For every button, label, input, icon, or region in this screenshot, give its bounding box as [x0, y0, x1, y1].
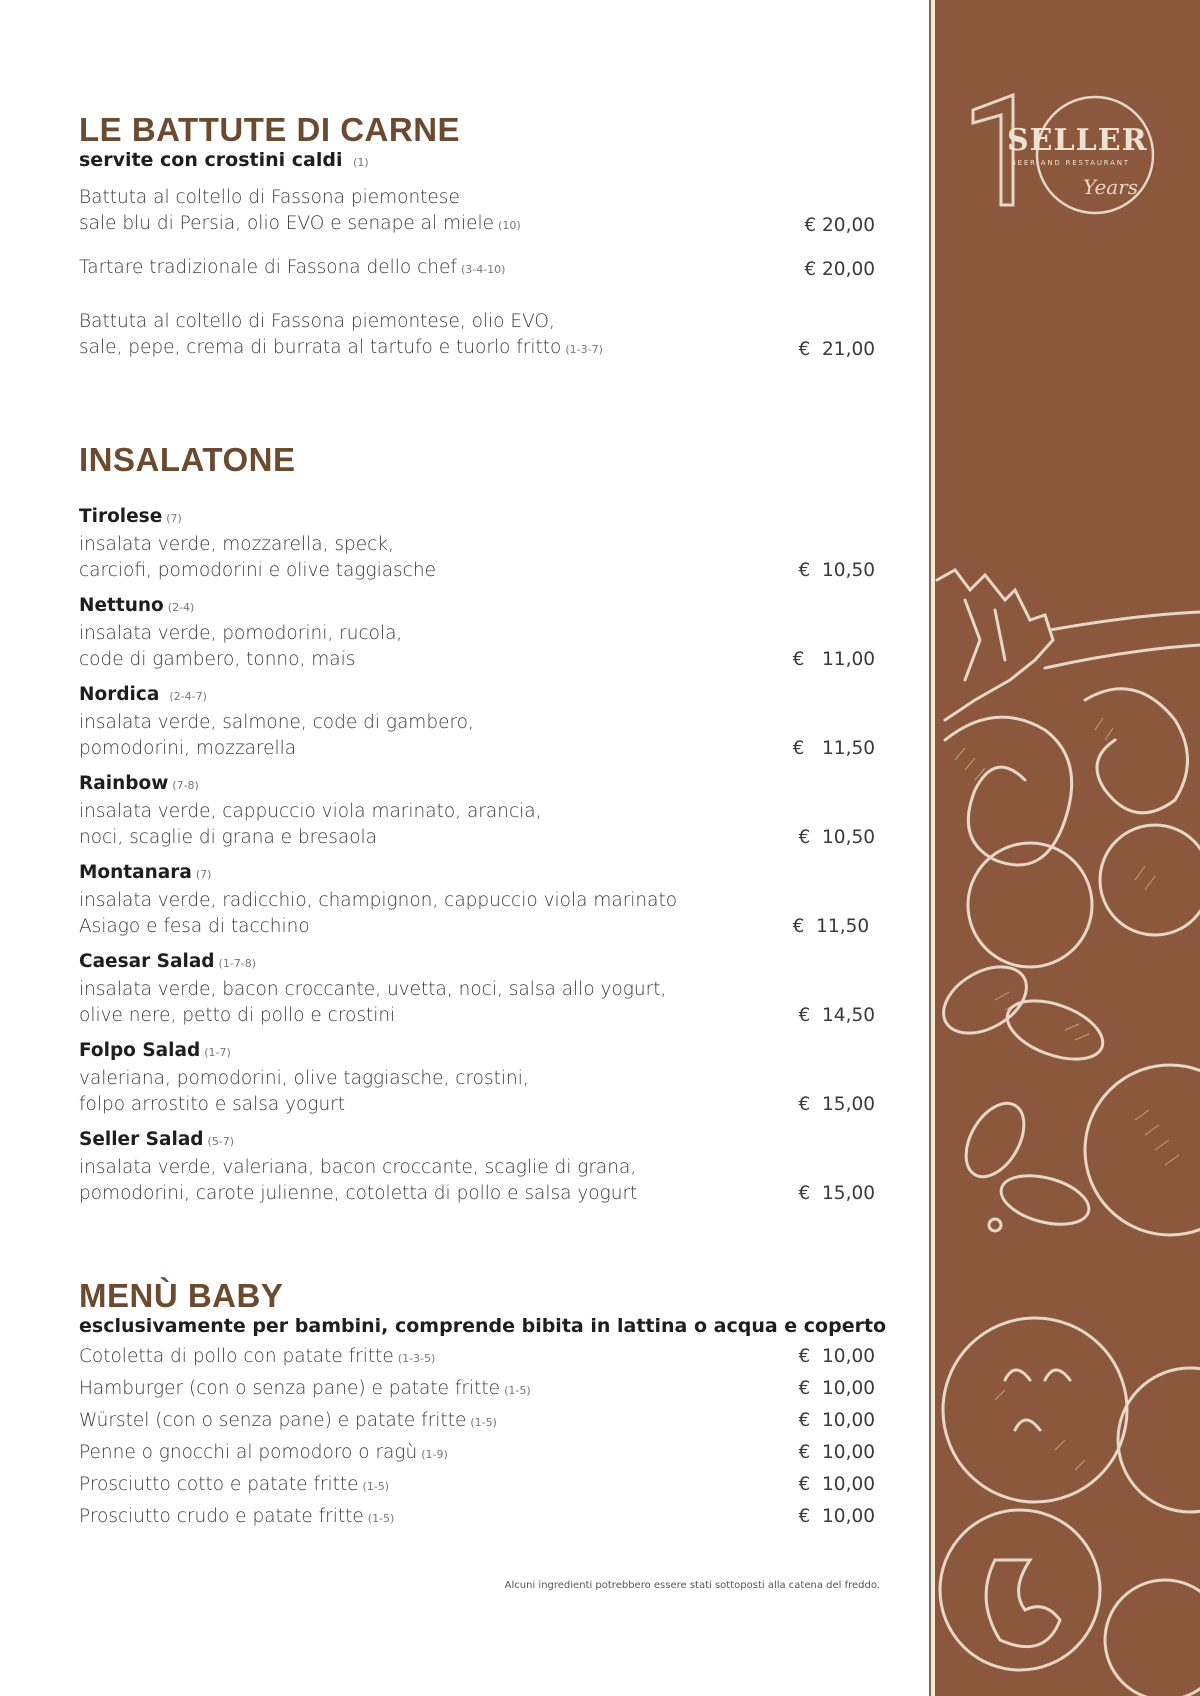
allergen-codes: (7-8) [172, 779, 199, 792]
item-price: € 20,00 [804, 215, 875, 236]
menu-item [79, 771, 879, 851]
item-description [79, 1408, 879, 1436]
menu-item [79, 1344, 879, 1376]
item-description: pomodorini, carote julienne, cotoletta di pollo e salsa yogurt [79, 1183, 638, 1204]
item-description: insalata verde, bacon croccante, uvetta, noci, salsa allo yogurt, [79, 979, 667, 1000]
allergen-codes: (1-7) [204, 1046, 231, 1059]
desc-text: sale, pepe, crema di burrata al tartufo e tuorlo fritto [79, 337, 562, 358]
item-price: € 14,50 [798, 1005, 875, 1026]
item-description: insalata verde, radicchio, champignon, cappuccio viola marinato [79, 890, 678, 911]
section-title: MENÙ BABY [79, 1277, 284, 1314]
item-description [79, 1344, 879, 1372]
allergen-codes: (7) [195, 868, 212, 881]
menu-item [79, 1127, 879, 1207]
item-description: insalata verde, pomodorini, rucola, [79, 623, 403, 644]
allergen-codes: (5-7) [207, 1135, 235, 1148]
menu-item [79, 1408, 879, 1440]
item-description [79, 335, 879, 363]
allergen-codes: (1-3-7) [565, 343, 603, 356]
item-name [79, 771, 879, 799]
item-description: olive nere, petto di pollo e crostini [79, 1005, 396, 1026]
menu-item [79, 1038, 879, 1118]
item-price: € 21,00 [798, 339, 875, 360]
allergen-codes: (2-4) [167, 601, 195, 614]
item-name [79, 593, 879, 621]
item-name [79, 949, 879, 977]
menu-item [79, 949, 879, 1029]
decorative-side-panel [935, 0, 1200, 1696]
name-text: Caesar Salad [79, 951, 215, 972]
section-subtitle [79, 148, 879, 175]
item-price: € 20,00 [804, 259, 875, 280]
item-description [79, 1440, 879, 1468]
item-price: € 11,50 [792, 738, 875, 759]
item-description: valeriana, pomodorini, olive taggiasche, crostini, [79, 1068, 529, 1089]
desc-text: Prosciutto crudo e patate fritte [79, 1506, 364, 1527]
desc-text: Hamburger (con o senza pane) e patate fritte [79, 1378, 501, 1399]
section-subtitle: esclusivamente per bambini, comprende bibita in lattina o acqua e coperto [79, 1315, 887, 1337]
menu-item [79, 309, 879, 363]
item-price: € 15,00 [798, 1183, 875, 1204]
item-price: € 10,00 [798, 1442, 875, 1463]
menu-item [79, 185, 879, 239]
menu-item [79, 593, 879, 673]
item-description: insalata verde, cappuccio viola marinato, arancia, [79, 801, 542, 822]
allergen-codes: (1-5) [367, 1512, 395, 1525]
item-name [79, 860, 879, 888]
menu-item [79, 682, 879, 762]
item-description [79, 1504, 879, 1532]
allergen-codes: (1-9) [421, 1448, 448, 1461]
desc-text: sale blu di Persia, olio EVO e senape al miele [79, 213, 495, 234]
menu-item [79, 1376, 879, 1408]
item-description: noci, scaglie di grana e bresaola [79, 827, 378, 848]
allergen-codes: (10) [498, 219, 521, 232]
section-title: LE BATTUTE DI CARNE [79, 111, 461, 148]
item-description: Battuta al coltello di Fassona piemontese [79, 187, 460, 208]
name-text: Tirolese [79, 506, 163, 527]
item-description: carciofi, pomodorini e olive taggiasche [79, 560, 436, 581]
item-price: € 10,00 [798, 1506, 875, 1527]
logo-name: SELLER [1007, 123, 1148, 158]
desc-text: Tartare tradizionale di Fassona dello chef [79, 257, 457, 278]
item-price: € 10,00 [798, 1410, 875, 1431]
section-battute-di-carne [79, 112, 879, 363]
item-name [79, 1127, 879, 1155]
name-text: Nordica [79, 684, 160, 705]
item-description [79, 255, 879, 283]
name-text: Rainbow [79, 773, 169, 794]
item-description: insalata verde, mozzarella, speck, [79, 534, 394, 555]
item-name [79, 682, 879, 710]
item-name [79, 504, 879, 532]
menu-item [79, 255, 879, 283]
item-price: € 10,00 [798, 1346, 875, 1367]
menu-item [79, 1440, 879, 1472]
subtitle-text: servite con crostini caldi [79, 149, 343, 171]
item-description: code di gambero, tonno, mais [79, 649, 356, 670]
section-title: INSALATONE [79, 441, 296, 478]
item-description: folpo arrostito e salsa yogurt [79, 1094, 346, 1115]
allergen-codes: (1-7-8) [218, 957, 257, 970]
allergen-codes: (1-5) [362, 1480, 390, 1493]
item-price: € 10,50 [798, 827, 875, 848]
item-description: insalata verde, valeriana, bacon croccante, scaglie di grana, [79, 1157, 637, 1178]
item-description [79, 211, 879, 239]
menu-item [79, 1504, 879, 1536]
item-description: pomodorini, mozzarella [79, 738, 297, 759]
item-price: € 10,50 [798, 560, 875, 581]
name-text: Montanara [79, 862, 192, 883]
logo-years: Years [1083, 175, 1139, 199]
food-illustration-icon [935, 0, 1200, 1696]
item-description: insalata verde, salmone, code di gambero, [79, 712, 474, 733]
desc-text: Penne o gnocchi al pomodoro o ragù [79, 1442, 418, 1463]
section-menu-baby [79, 1277, 887, 1536]
item-name [79, 1038, 879, 1066]
allergen-codes: (1-5) [470, 1416, 497, 1429]
desc-text: Cotoletta di pollo con patate fritte [79, 1346, 394, 1367]
allergen-codes: (1-3-5) [397, 1352, 436, 1365]
allergen-codes: (2-4-7) [169, 690, 207, 703]
item-description: Asiago e fesa di tacchino [79, 916, 310, 937]
name-text: Folpo Salad [79, 1040, 201, 1061]
desc-text: Würstel (con o senza pane) e patate fritte [79, 1410, 467, 1431]
item-price: € 11,00 [792, 649, 875, 670]
menu-item [79, 1472, 879, 1504]
section-insalatone [79, 442, 879, 1207]
allergen-codes: (3-4-10) [460, 263, 506, 276]
allergen-codes: (1-5) [504, 1384, 531, 1397]
menu-item [79, 860, 879, 940]
item-description [79, 1376, 879, 1404]
item-description [79, 1472, 879, 1500]
logo-tagline: BEER AND RESTAURANT [1011, 159, 1130, 167]
item-price: € 15,00 [798, 1094, 875, 1115]
item-price: € 10,00 [798, 1378, 875, 1399]
allergen-codes: (7) [166, 512, 182, 525]
item-price: € 11,50 [792, 916, 875, 937]
item-price: € 10,00 [798, 1474, 875, 1495]
footnote: Alcuni ingredienti potrebbero essere stati sottoposti alla catena del freddo. [504, 1580, 880, 1591]
allergen-codes: (1) [353, 156, 369, 169]
item-description: Battuta al coltello di Fassona piemontese, olio EVO, [79, 311, 555, 332]
name-text: Nettuno [79, 595, 164, 616]
name-text: Seller Salad [79, 1129, 204, 1150]
menu-item [79, 504, 879, 584]
desc-text: Prosciutto cotto e patate fritte [79, 1474, 359, 1495]
